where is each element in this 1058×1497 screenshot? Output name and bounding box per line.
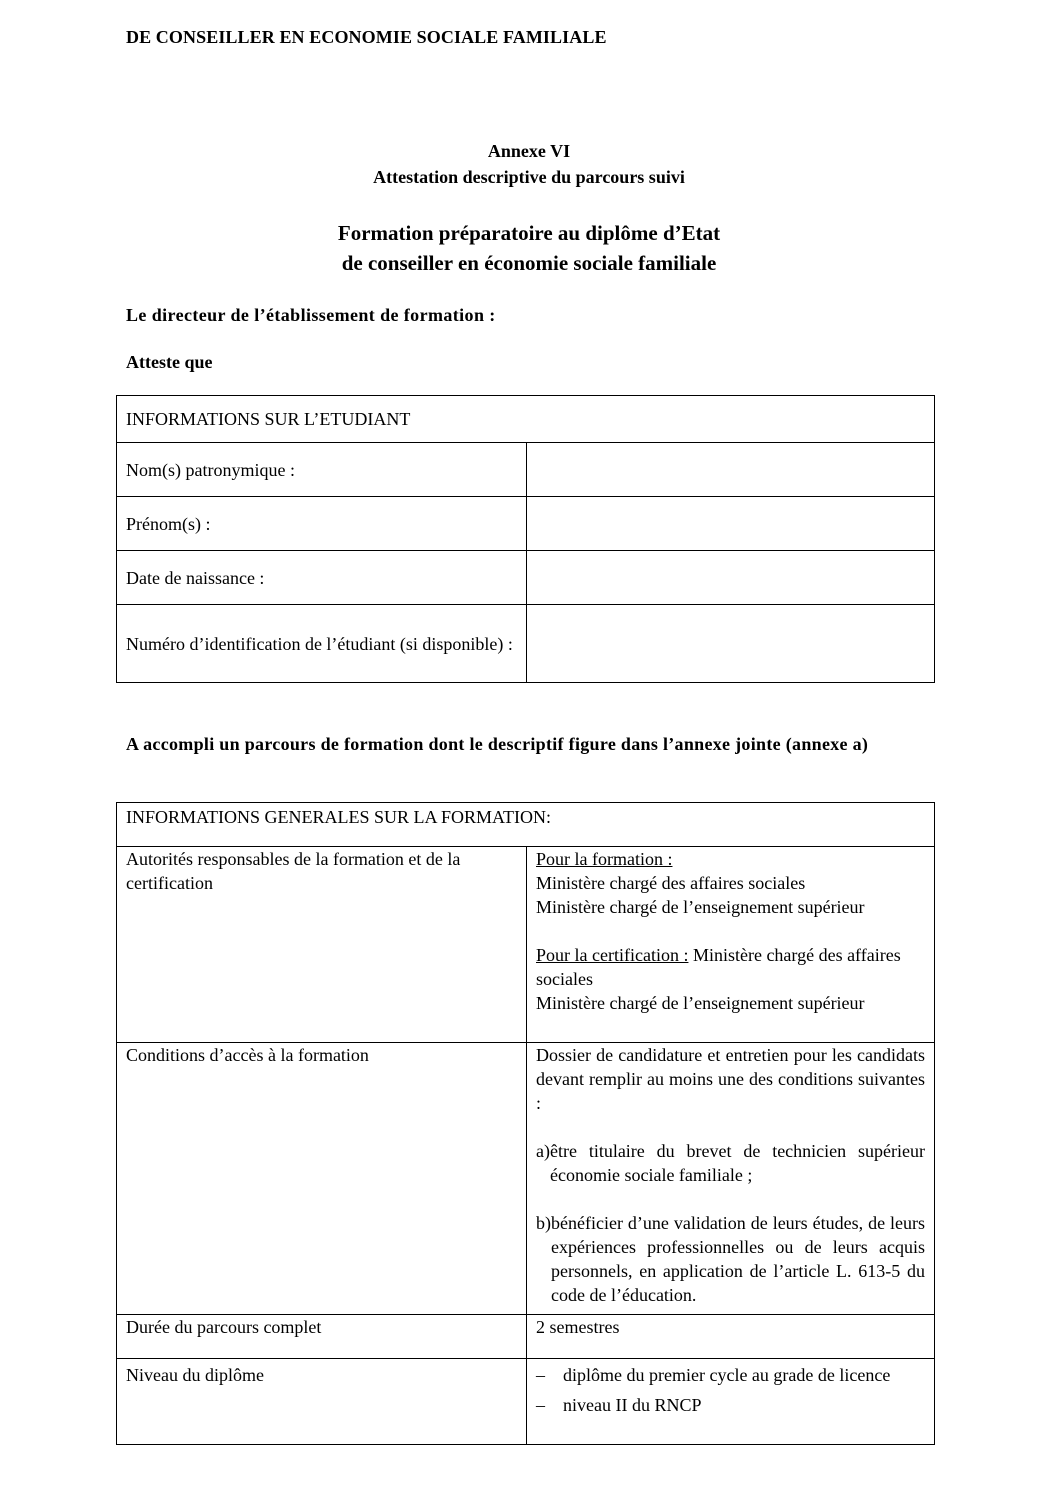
- director-statement: Le directeur de l’établissement de formation :: [126, 305, 496, 325]
- student-table-header: INFORMATIONS SUR L’ETUDIANT: [117, 396, 935, 443]
- table-row: [117, 443, 935, 497]
- training-table-header: INFORMATIONS GENERALES SUR LA FORMATION:: [117, 803, 935, 847]
- running-header: DE CONSEILLER EN ECONOMIE SOCIALE FAMILIALE: [126, 27, 607, 47]
- title-line-1: Formation préparatoire au diplôme d’Etat: [337, 221, 721, 245]
- training-info-table: [116, 802, 935, 1445]
- table-row: [117, 497, 935, 551]
- accompli-statement: A accompli un parcours de formation dont le descriptif figure dans l’annexe jointe (annexe a): [126, 734, 869, 754]
- access-condition-a: a) être titulaire du brevet de technicien supérieur économie sociale familiale ;: [536, 1141, 925, 1185]
- field-label-student-id: Numéro d’identification de l’étudiant (si disponible) :: [117, 605, 527, 683]
- level-item-licence: – diplôme du premier cycle au grade de licence: [536, 1365, 891, 1385]
- field-value-student-id[interactable]: [527, 605, 935, 683]
- field-value-birthdate[interactable]: [527, 551, 935, 605]
- access-value: [527, 1043, 935, 1315]
- table-row: [117, 605, 935, 683]
- access-intro: Dossier de candidature et entretien pour les candidats devant remplir au moins une des conditions suivantes :: [536, 1045, 925, 1113]
- certification-heading: Pour la certification :: [536, 945, 689, 965]
- level-label: Niveau du diplôme: [117, 1359, 527, 1445]
- student-info-table: [116, 395, 935, 683]
- table-row: [117, 551, 935, 605]
- title-line-2: de conseiller en économie sociale familiale: [341, 251, 717, 275]
- table-row: [117, 1315, 935, 1359]
- field-label-surname: Nom(s) patronymique :: [117, 443, 527, 497]
- annexe-number: Annexe VI: [487, 141, 571, 161]
- access-condition-b: b) bénéficier d’une validation de leurs études, de leurs expériences professionnelles ou de leurs acquis personnels, en application de l’article L. 613-5 du code de l’éducation.: [536, 1213, 925, 1305]
- authorities-value: [527, 847, 935, 1043]
- table-row: [117, 1359, 935, 1445]
- field-label-firstname: Prénom(s) :: [117, 497, 527, 551]
- level-value: [527, 1359, 935, 1445]
- field-value-surname[interactable]: [527, 443, 935, 497]
- atteste-statement: Atteste que: [126, 352, 213, 372]
- document-title: [0, 218, 1058, 278]
- table-row: [117, 1043, 935, 1315]
- table-row: [117, 847, 935, 1043]
- formation-heading: Pour la formation :: [536, 849, 673, 869]
- field-label-birthdate: Date de naissance :: [117, 551, 527, 605]
- formation-ministry-1: Ministère chargé des affaires sociales: [536, 873, 806, 893]
- duration-value: 2 semestres: [527, 1315, 935, 1359]
- annexe-title: [0, 138, 1058, 190]
- access-label: Conditions d’accès à la formation: [117, 1043, 527, 1315]
- annexe-subtitle: Attestation descriptive du parcours suivi: [373, 167, 685, 187]
- certification-ministry-1: Ministère chargé des affaires sociales: [536, 945, 901, 989]
- certification-block: [536, 943, 925, 991]
- level-item-rncp: – niveau II du RNCP: [536, 1395, 702, 1415]
- certification-ministry-2: Ministère chargé de l’enseignement supérieur: [536, 993, 865, 1013]
- field-value-firstname[interactable]: [527, 497, 935, 551]
- formation-ministry-2: Ministère chargé de l’enseignement supérieur: [536, 897, 865, 917]
- duration-label: Durée du parcours complet: [117, 1315, 527, 1359]
- authorities-label: Autorités responsables de la formation et de la certification: [117, 847, 527, 1043]
